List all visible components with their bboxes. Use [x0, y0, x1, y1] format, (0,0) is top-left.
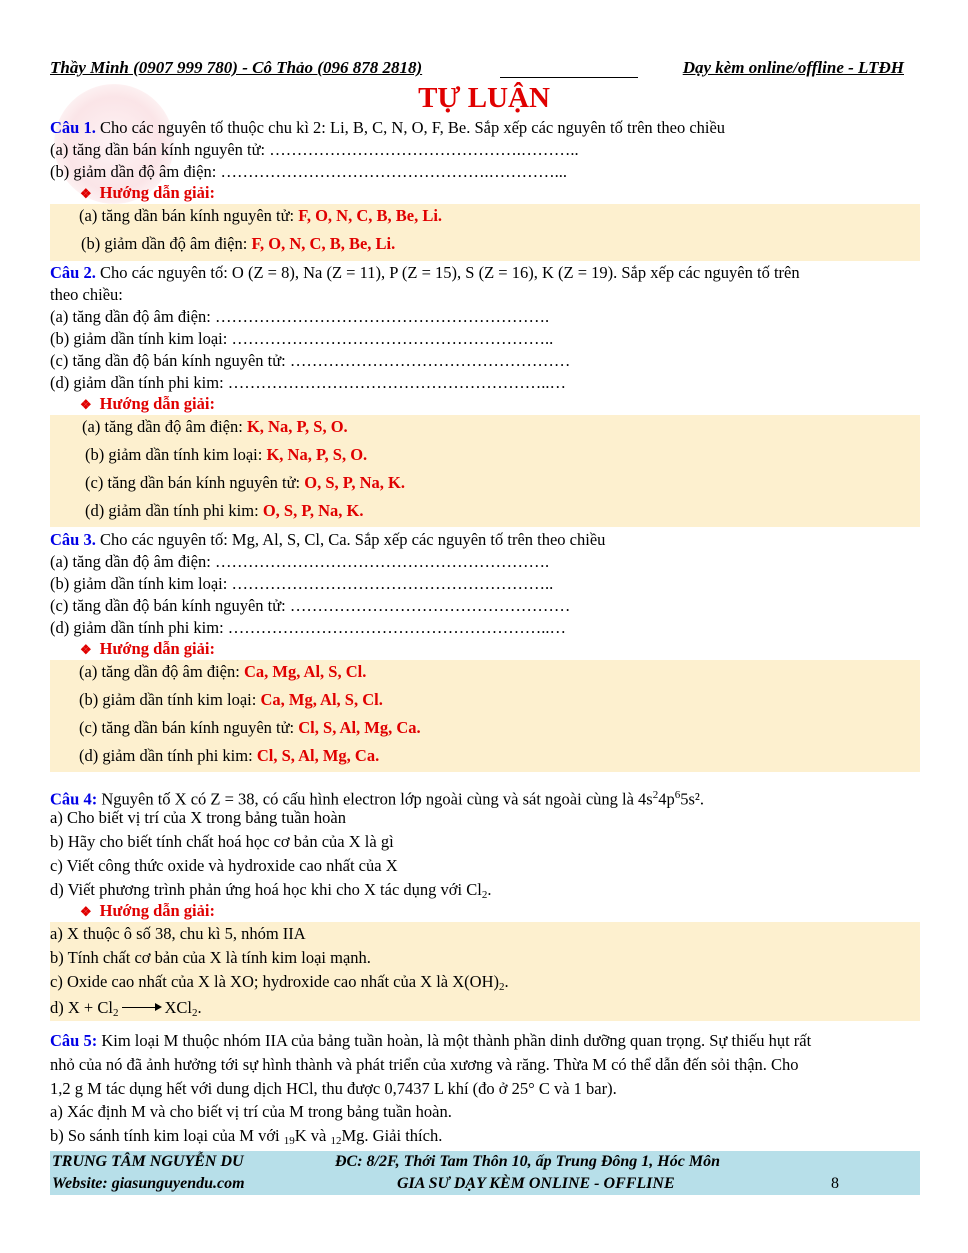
q3-answer-c: (c) tăng dần bán kính nguyên tử: Cl, S, Al, Mg, Ca.	[79, 718, 421, 737]
footer-center-name: TRUNG TÂM NGUYỄN DU	[52, 1153, 244, 1170]
q5-part-a: a) Xác định M và cho biết vị trí của M trong bảng tuần hoàn.	[50, 1102, 452, 1121]
q2-number: Câu 2.	[50, 263, 96, 282]
q1-answer-box	[50, 204, 920, 261]
q3-part-a: (a) tăng dần độ âm điện: …………………………………………………….	[50, 552, 550, 571]
q4-part-a: a) Cho biết vị trí của X trong bảng tuần hoàn	[50, 808, 347, 827]
q4-answer-c: c) Oxide cao nhất của X là XO; hydroxide cao nhất của X là $X(OH)_2$.	[50, 972, 509, 993]
q5-stem-line3: 1,2 g M tác dụng hết với dung dịch HCl, thu được 0,7437 L khí (đo ở 25° C và 1 bar).	[50, 1079, 617, 1098]
footer-tagline: GIA SƯ DẠY KÈM ONLINE - OFFLINE	[397, 1175, 675, 1192]
q1-part-b: (b) giảm dần độ âm điện: ………………………………………….…………...	[50, 162, 567, 181]
q4-part-b: b) Hãy cho biết tính chất hoá học cơ bản của X là gì	[50, 832, 394, 851]
q2-guide-heading	[80, 394, 215, 414]
bullet-icon: ❖	[80, 397, 92, 412]
header-tagline: Dạy kèm online/offline - LTĐH	[682, 58, 904, 77]
footer-website: Website: giasunguyendu.com	[52, 1175, 245, 1192]
q2-stem-cont: theo chiều:	[50, 285, 123, 304]
q3-answer-d: (d) giảm dần tính phi kim: Cl, S, Al, Mg, Ca.	[79, 746, 380, 765]
q5-number: Câu 5:	[50, 1031, 98, 1050]
q4-number: Câu 4:	[50, 789, 98, 809]
q5-stem-line2: nhỏ của nó đã ảnh hưởng tới sự hình thành và phát triển của xương và răng. Thừa M có thể dẫn đến sỏi thận. Cho	[50, 1055, 799, 1074]
bullet-icon: ❖	[80, 186, 92, 201]
page-title: TỰ LUẬN	[418, 82, 550, 114]
q3-guide-heading	[80, 639, 215, 659]
q3-answer-a: (a) tăng dần độ âm điện: Ca, Mg, Al, S, Cl.	[79, 662, 367, 681]
q4-answer-box	[50, 922, 920, 1021]
q5-stem: Câu 5: Kim loại M thuộc nhóm IIA của bảng tuần hoàn, là một thành phần dinh dưỡng quan trọng. Sự thiếu hụt rất	[50, 1031, 812, 1050]
q2-answer-d: (d) giảm dần tính phi kim: O, S, P, Na, K.	[85, 501, 364, 520]
footer-address: ĐC: 8/2F, Thới Tam Thôn 10, ấp Trung Đông 1, Hóc Môn	[335, 1153, 720, 1170]
guide-label: Hướng dẫn giải:	[99, 639, 215, 658]
q3-text: Cho các nguyên tố: Mg, Al, S, Cl, Ca. Sắp xếp các nguyên tố trên theo chiều	[95, 530, 606, 549]
q4-answer-b: b) Tính chất cơ bản của X là tính kim loại mạnh.	[50, 948, 371, 967]
q2-answer-a: (a) tăng dần độ âm điện: K, Na, P, S, O.	[82, 417, 348, 436]
q3-answer-box	[50, 660, 920, 772]
q3-part-c: (c) tăng dần độ bán kính nguyên tử: ……………………………………………	[50, 596, 571, 615]
q2-part-c: (c) tăng dần độ bán kính nguyên tử: ……………………………………………	[50, 351, 571, 370]
q3-part-b: (b) giảm dần tính kim loại: …………………………………………………..	[50, 574, 554, 593]
header-rule	[500, 77, 638, 78]
q2-text: Cho các nguyên tố: O (Z = 8), Na (Z = 11), P (Z = 15), S (Z = 16), K (Z = 19). Sắp xếp các nguyên tố trên	[95, 263, 800, 282]
q4-part-c: c) Viết công thức oxide và hydroxide cao nhất của X	[50, 856, 398, 875]
q2-answer-b: (b) giảm dần tính kim loại: K, Na, P, S, O.	[85, 445, 368, 464]
bullet-icon: ❖	[80, 642, 92, 657]
bullet-icon: ❖	[80, 904, 92, 919]
q2-answer-box	[50, 415, 920, 527]
q1-part-a: (a) tăng dần bán kính nguyên tử: ……………………………………….………..	[50, 140, 579, 159]
q1-guide-heading	[80, 183, 215, 203]
q1-answer-b: (b) giảm dần độ âm điện: F, O, N, C, B, Be, Li.	[81, 234, 396, 253]
guide-label: Hướng dẫn giải:	[99, 901, 215, 920]
q4-answer-d: d) $X + Cl_2$ XCl$_2$.	[50, 998, 202, 1019]
q5-part-b: b) So sánh tính kim loại của M với $_{19}$K và $_{12}$Mg. Giải thích.	[50, 1126, 443, 1147]
guide-label: Hướng dẫn giải:	[99, 394, 215, 413]
guide-label: Hướng dẫn giải:	[99, 183, 215, 202]
q1-number: Câu 1.	[50, 118, 96, 137]
q2-stem	[50, 262, 920, 284]
header-contact: Thầy Minh (0907 999 780) - Cô Thảo (096 878 2818)	[50, 58, 423, 77]
q1-stem	[50, 117, 920, 139]
q4-answer-a: a) X thuộc ô số 38, chu kì 5, nhóm IIA	[50, 924, 306, 943]
q2-part-d: (d) giảm dần tính phi kim: …………………………………………………..…	[50, 373, 567, 392]
reaction-arrow-icon	[122, 1007, 160, 1008]
q3-part-d: (d) giảm dần tính phi kim: …………………………………………………..…	[50, 618, 567, 637]
q3-stem	[50, 529, 920, 551]
q3-number: Câu 3.	[50, 530, 96, 549]
q1-answer-a: (a) tăng dần bán kính nguyên tử: F, O, N, C, B, Be, Li.	[79, 206, 443, 225]
q2-part-b: (b) giảm dần tính kim loại: …………………………………………………..	[50, 329, 554, 348]
q3-answer-b: (b) giảm dần tính kim loại: Ca, Mg, Al, S, Cl.	[79, 690, 383, 709]
q4-guide-heading	[80, 901, 215, 921]
page-number: 8	[831, 1175, 839, 1192]
q1-text: Cho các nguyên tố thuộc chu kì 2: Li, B, C, N, O, F, Be. Sắp xếp các nguyên tố trên theo chiều	[95, 118, 726, 137]
q2-answer-c: (c) tăng dần bán kính nguyên tử: O, S, P, Na, K.	[85, 473, 405, 492]
q4-part-d: d) Viết phương trình phản ứng hoá học khi cho X tác dụng với $Cl_2$.	[50, 880, 492, 901]
page-header	[50, 58, 908, 82]
q4-stem: Câu 4: Nguyên tố X có Z = 38, có cấu hình electron lớp ngoài cùng và sát ngoài cùng là $4s^24p^65s^2$.	[50, 789, 704, 809]
q2-part-a: (a) tăng dần độ âm điện: …………………………………………………….	[50, 307, 550, 326]
page-footer	[50, 1151, 920, 1195]
